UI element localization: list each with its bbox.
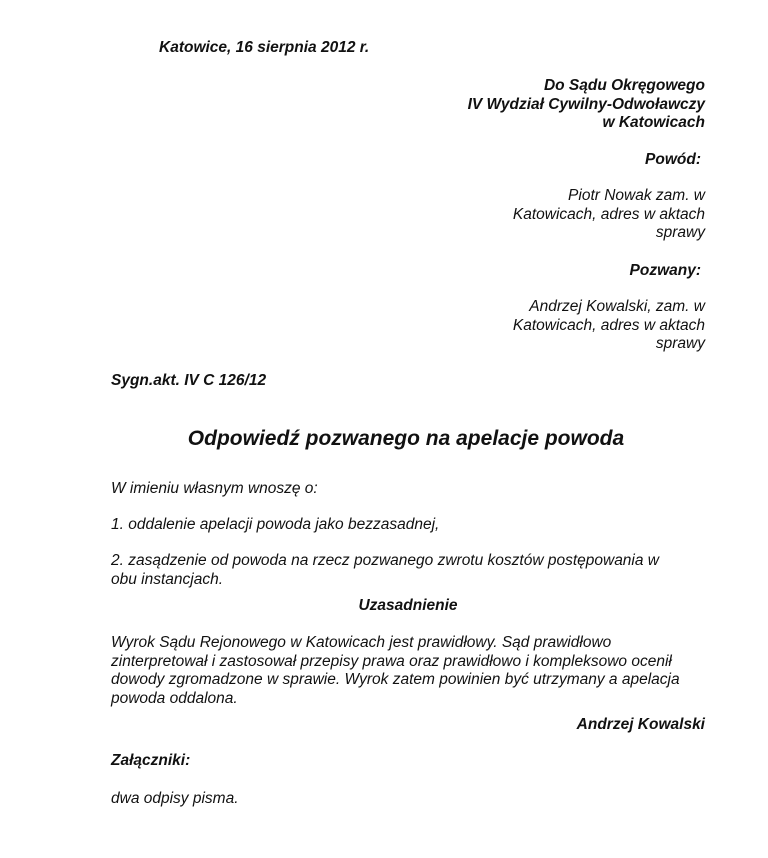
document-title: Odpowiedź pozwanego na apelacje powoda <box>187 427 625 450</box>
court-name-line: Do Sądu Okręgowego <box>543 77 705 94</box>
justification-line-2: zinterpretował i zastosował przepisy prawa oraz prawidłowo i kompleksowo ocenił <box>111 652 672 670</box>
court-division-line: IV Wydział Cywilny-Odwoławczy <box>467 95 705 113</box>
defendant-line-1: Andrzej Kowalski, zam. w <box>529 298 705 315</box>
court-address-block <box>345 77 705 133</box>
request-item-2-line-1: 2. zasądzenie od powoda na rzecz pozwanego zwrotu kosztów postępowania w <box>111 552 659 569</box>
defendant-label: Pozwany: <box>629 262 701 279</box>
plaintiff-line-3: sprawy <box>655 224 705 241</box>
plaintiff-line-1: Piotr Nowak zam. w <box>568 187 705 204</box>
justification-line-3: dowody zgromadzone w sprawie. Wyrok zatem powinien być utrzymany a apelacja <box>111 671 680 688</box>
request-item-2-line-2: obu instancjach. <box>111 570 224 588</box>
justification-heading: Uzasadnienie <box>358 597 458 614</box>
defendant-line-3: sprawy <box>655 335 705 352</box>
attachments-item: dwa odpisy pisma. <box>111 790 239 807</box>
signature-name: Andrzej Kowalski <box>576 716 705 733</box>
request-intro: W imieniu własnym wnoszę o: <box>111 480 318 497</box>
attachments-label: Załączniki: <box>111 752 191 769</box>
defendant-line-2: Katowicach, adres w aktach <box>512 316 705 334</box>
case-reference: Sygn.akt. IV C 126/12 <box>111 372 267 389</box>
plaintiff-label: Powód: <box>645 151 701 168</box>
court-city-line: w Katowicach <box>602 114 705 131</box>
request-item-1: 1. oddalenie apelacji powoda jako bezzasadnej, <box>111 516 440 533</box>
justification-line-4: powoda oddalona. <box>111 689 238 707</box>
defendant-details <box>465 298 705 354</box>
request-item-2 <box>111 552 691 589</box>
justification-line-1: Wyrok Sądu Rejonowego w Katowicach jest prawidłowy. Sąd prawidłowo <box>111 634 612 651</box>
justification-text <box>111 634 711 708</box>
plaintiff-details <box>465 187 705 243</box>
plaintiff-line-2: Katowicach, adres w aktach <box>512 205 705 223</box>
document-date: Katowice, 16 sierpnia 2012 r. <box>159 39 370 56</box>
